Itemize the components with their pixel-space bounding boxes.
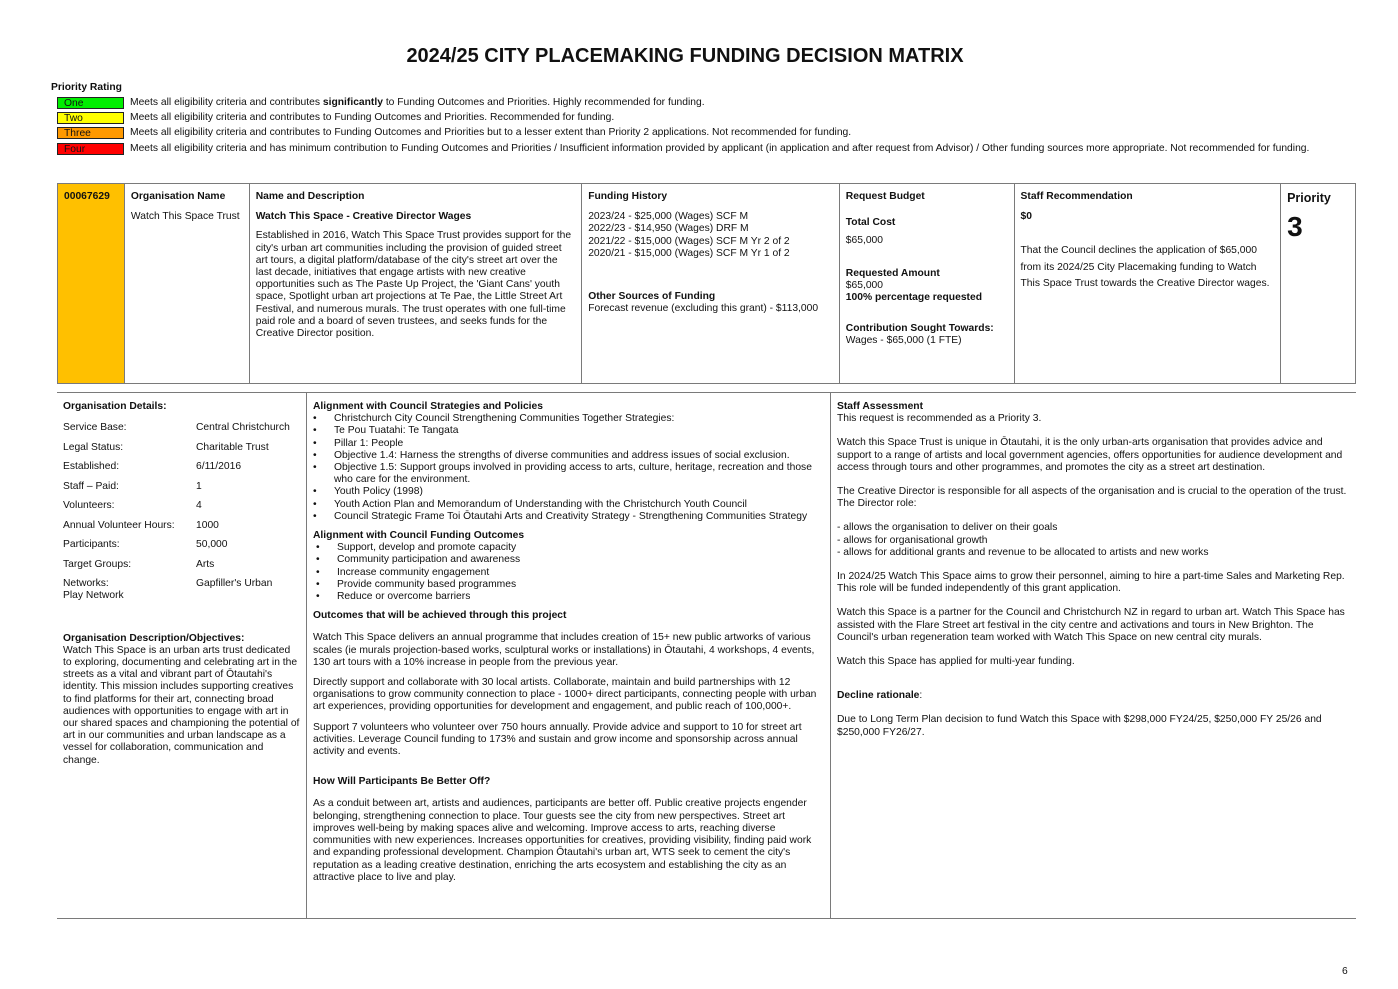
organisation-description-header: Organisation Description/Objectives: (63, 632, 245, 644)
organisation-name: Watch This Space Trust (130, 211, 240, 223)
page-number: 6 (1342, 966, 1348, 977)
alignment-column (307, 393, 831, 918)
outcomes-achieved-header: Outcomes that will be achieved through this project (313, 610, 567, 622)
detail-row: Target Groups: Arts (63, 558, 215, 570)
legend-row-two (57, 112, 1357, 124)
list-item: • Increase community engagement (316, 567, 824, 579)
funding-cell (582, 184, 840, 383)
legend-row-three (57, 127, 1357, 139)
percentage-requested: 100% percentage requested (845, 292, 982, 304)
funding-history-item: 2021/22 - $15,000 (Wages) SCF M Yr 2 of 2 (588, 235, 790, 247)
detail-row: Established: 6/11/2016 (63, 461, 242, 473)
legend-row-one (57, 97, 1357, 109)
list-item: • Reduce or overcome barriers (316, 591, 824, 603)
detail-row: Legal Status: Charitable Trust (63, 441, 269, 453)
summary-table (57, 183, 1356, 384)
list-item: • Te Pou Tuatahi: Te Tangata (313, 425, 824, 437)
staff-assessment-header: Staff Assessment (837, 401, 924, 412)
description-cell (250, 184, 582, 383)
priority-value: 3 (1287, 211, 1303, 242)
decline-rationale-text: Due to Long Term Plan decision to fund Watch this Space with $298,000 FY24/25, $250,000 FY 25/26 and $250,000 FY26/27. (837, 714, 1322, 738)
director-role-item: - allows for additional grants and revenue to be allocated to artists and new works (837, 546, 1209, 558)
better-off-header: How Will Participants Be Better Off? (313, 776, 491, 788)
detail-row: Annual Volunteer Hours: 1000 (63, 519, 219, 531)
better-off-text: As a conduit between art, artists and audiences, participants are better off. Public creative projects engender belonging, strengthening connection to place. Tour guests see the city from new perspectives. Street art improves well-being by making spaces alive and welcoming. Improve access to arts, reaching diverse communities with new experiences. Increases opportunities for creatives, providing visibility, finding paid work and expanding professional development. Champion Ōtautahi's urban art, WTS seek to cement the city's reputation as a leading creative destination, enriching the arts ecosystem and establishing the city as an attractive place to live and play. (313, 798, 812, 883)
director-role-item: - allows the organisation to deliver on their goals (837, 522, 1058, 534)
staff-recommendation-text: That the Council declines the application of $65,000 from its 2024/25 City Placemaking funding to Watch This Space Trust towards the Creative Director wages. (1020, 245, 1270, 289)
detail-row: Networks: Gapfiller's Urban (63, 578, 273, 590)
outcome-paragraph: Support 7 volunteers who volunteer over 750 hours annually. Provide advice and support to 10 for street art activities. Leverage Council funding to 173% and sustain and grow income and sponsorship across annual activity and events. (313, 721, 802, 758)
detail-row: Staff – Paid: 1 (63, 480, 202, 492)
total-cost-value: $65,000 (845, 235, 884, 247)
legend-text-two: Meets all eligibility criteria and contributes to Funding Outcomes and Priorities. Recommended for funding. (130, 112, 615, 124)
legend-text-one: Meets all eligibility criteria and contributes significantly to Funding Outcomes and Priorities. Highly recommended for funding. (130, 97, 705, 108)
funding-history-item: 2020/21 - $15,000 (Wages) SCF M Yr 1 of 2 (588, 247, 790, 259)
requested-amount-value: $65,000 (845, 279, 884, 291)
funding-history-item: 2022/23 - $14,950 (Wages) DRF M (588, 223, 749, 235)
staff-recommendation-amount: $0 (1020, 211, 1032, 223)
list-item: • Christchurch City Council Strengthening Communities Together Strategies: (313, 413, 824, 425)
detail-row: Volunteers: 4 (63, 500, 202, 512)
outcome-paragraph: Watch This Space delivers an annual programme that includes creation of 15+ new public artworks of various scales (ie murals projection-based works, sculptural works or installations) in Ōtautahi, 4 workshops, 4 events, 130 art tours with a 10% increase in people from the previous year. (313, 632, 815, 668)
organisation-cell (125, 184, 250, 383)
funding-outcomes-list (313, 542, 824, 603)
assessment-paragraph: This request is recommended as a Priority 3. (837, 413, 1042, 425)
legend-row-four (57, 143, 1357, 155)
detail-row: Participants: 50,000 (63, 539, 228, 551)
other-sources: Forecast revenue (excluding this grant) - $113,000 (588, 303, 819, 315)
strategies-list (313, 413, 824, 523)
funding-header: Funding History (588, 191, 668, 202)
staff-assessment-column (831, 393, 1356, 918)
total-cost-label: Total Cost (845, 217, 896, 229)
project-title: Watch This Space - Creative Director Wages (255, 211, 472, 223)
list-item: • Youth Action Plan and Memorandum of Understanding with the Christchurch Youth Council (313, 499, 824, 511)
networks-continued: Play Network (63, 590, 124, 602)
description-header: Name and Description (255, 191, 365, 202)
director-role-item: - allows for organisational growth (837, 534, 988, 546)
assessment-paragraph: Watch this Space is a partner for the Council and Christchurch NZ in regard to urban art. Watch This Space has assisted with the Flare Street art festival in the city centre and activations and tours in New Brighton. The Council's urban regeneration team worked with Watch This Space on new central city murals. (837, 607, 1345, 643)
decline-rationale-heading: Decline rationale: (837, 690, 923, 702)
funding-outcomes-header: Alignment with Council Funding Outcomes (313, 530, 525, 542)
details-section (57, 392, 1356, 919)
organisation-header: Organisation Name (130, 191, 226, 202)
budget-header: Request Budget (845, 191, 925, 202)
funding-history-item: 2023/24 - $25,000 (Wages) SCF M (588, 211, 749, 223)
list-item: • Support, develop and promote capacity (316, 542, 824, 554)
list-item: • Council Strategic Frame Toi Ōtautahi Arts and Creativity Strategy - Strengthening Communities Strategy (313, 511, 824, 523)
priority-rating-label: Priority Rating (51, 82, 122, 93)
legend-swatch-two: Two (57, 112, 124, 124)
list-item: • Pillar 1: People (313, 438, 824, 450)
assessment-paragraph: Watch this Space Trust is unique in Ōtautahi, it is the only urban-arts organisation that provides advice and support to a range of artists and local government agencies, offers opportunities for audience development and access through tours and other programmes, and promotes the city as a street art destination. (837, 437, 1343, 473)
priority-header: Priority (1287, 191, 1331, 205)
organisation-details-column (57, 393, 307, 918)
legend-swatch-one: One (57, 97, 124, 109)
priority-cell (1281, 184, 1355, 383)
requested-amount-label: Requested Amount (845, 267, 940, 279)
contribution-value: Wages - $65,000 (1 FTE) (845, 335, 962, 347)
legend-text-four: Meets all eligibility criteria and has minimum contribution to Funding Outcomes and Priorities / Insufficient information provided by applicant (in application and after request from Advisor) / Other funding sources more appropriate. Not recommended for funding. (130, 142, 1310, 154)
list-item: • Objective 1.4: Harness the strengths of diverse communities and address issues of social exclusion. (313, 450, 824, 462)
list-item: • Youth Policy (1998) (313, 486, 824, 498)
staff-recommendation-cell (1015, 184, 1282, 383)
assessment-paragraph: Watch this Space has applied for multi-year funding. (837, 656, 1075, 668)
detail-row: Service Base: Central Christchurch (63, 422, 290, 434)
organisation-details-header: Organisation Details: (63, 401, 167, 412)
other-sources-header: Other Sources of Funding (588, 291, 716, 303)
application-id: 00067629 (58, 184, 125, 383)
list-item: • Community participation and awareness (316, 554, 824, 566)
contribution-label: Contribution Sought Towards: (845, 323, 994, 335)
legend-text-three: Meets all eligibility criteria and contributes to Funding Outcomes and Priorities but to a lesser extent than Priority 2 applications. Not recommended for funding. (130, 127, 852, 139)
project-description: Established in 2016, Watch This Space Trust provides support for the city's urban art communities including the provision of guided street art tours, a digital platform/database of the city's street art over the last decade, initiatives that engage artists with new creative opportunities such as The Paste Up Project, the 'Giant Cans' youth space, Spotlight urban art projections at Te Pae, the Little Street Art Festival, and numerous murals. The trust operates with one full-time paid role and a board of seven trustees, and seeks funds for the Creative Director position. (255, 230, 572, 340)
list-item: • Provide community based programmes (316, 579, 824, 591)
legend-swatch-four: Four (57, 143, 124, 155)
assessment-paragraph: In 2024/25 Watch This Space aims to grow their personnel, aiming to hire a part-time Sales and Marketing Rep. This role will be funded independently of this grant application. (837, 571, 1345, 595)
assessment-paragraph: The Creative Director is responsible for all aspects of the organisation and is crucial to the operation of the trust. The Director role: (837, 486, 1347, 510)
list-item: • Objective 1.5: Support groups involved in providing access to arts, culture, heritage, recreation and those who care for the environment. (313, 462, 824, 486)
organisation-description: Watch This Space is an urban arts trust dedicated to exploring, documenting and celebrating art in the streets as a vital and vibrant part of Ōtautahi's identity. This mission includes supporting creatives to find platforms for their art, connecting broad audiences with opportunities to engage with art in our shared spaces and championing the potential of art in our communities and urban landscape as a vessel for collaboration, communication and change. (63, 644, 300, 766)
priority-legend (57, 97, 1357, 158)
staff-recommendation-header: Staff Recommendation (1020, 191, 1133, 202)
strategies-header: Alignment with Council Strategies and Policies (313, 401, 544, 412)
legend-swatch-three: Three (57, 127, 124, 139)
page-title: 2024/25 CITY PLACEMAKING FUNDING DECISION MATRIX (406, 45, 964, 67)
budget-cell (840, 184, 1015, 383)
outcome-paragraph: Directly support and collaborate with 30 local artists. Collaborate, maintain and build partnerships with 12 organisations to grow community connection to place - 1000+ direct participants, connecting people with urban art experiences, providing opportunities for development and engagement, and public reach of 100,000+. (313, 677, 817, 713)
